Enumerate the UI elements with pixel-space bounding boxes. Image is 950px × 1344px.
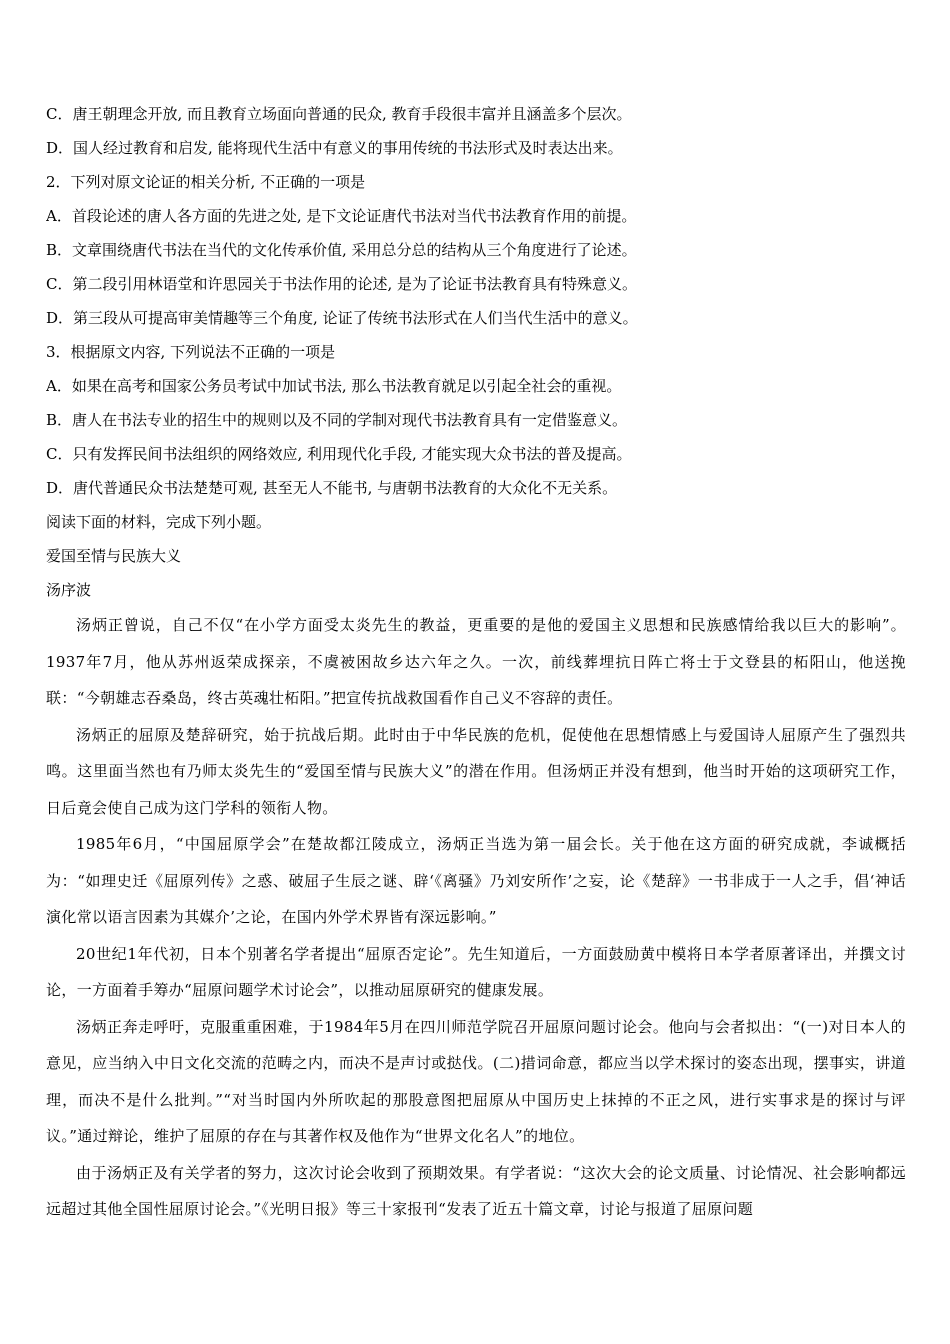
article-paragraph: 汤炳正曾说，自己不仅“在小学方面受太炎先生的教益，更重要的是他的爱国主义思想和民族感情给我以巨大的影响”。1937年7月，他从苏州返荣成探亲，不虞被困故乡达六年之久。一次，前线葬埋抗日阵亡将士于文登县的柘阳山，他送挽联：“今朝雄志吞桑岛，终古英魂壮柘阳。”把宣传抗战救国看作自己义不容辞的责任。	[46, 616, 906, 707]
article	[46, 539, 906, 1228]
article-title: 爱国至情与民族大义	[46, 547, 182, 565]
article-paragraph: 由于汤炳正及有关学者的努力，这次讨论会收到了预期效果。有学者说：“这次大会的论文质量、讨论情况、社会影响都远远超过其他全国性屈原讨论会。”《光明日报》等三十家报刊“发表了近五十篇文章，讨论与报道了屈原问题	[46, 1163, 906, 1218]
q2-option-c: C．第二段引用林语堂和许思园关于书法作用的论述, 是为了论证书法教育具有特殊意义。	[46, 275, 638, 293]
question-3-stem: 3．根据原文内容, 下列说法不正确的一项是	[46, 343, 336, 361]
document-page	[46, 97, 906, 1228]
questions-block	[46, 97, 906, 539]
q3-option-c: C．只有发挥民间书法组织的网络效应, 利用现代化手段, 才能实现大众书法的普及提高。	[46, 445, 632, 463]
article-paragraph: 20世纪1年代初，日本个别著名学者提出“屈原否定论”。先生知道后，一方面鼓励黄中模将日本学者原著译出，并撰文讨论，一方面着手筹办“屈原问题学术讨论会”，以推动屈原研究的健康发展。	[46, 944, 906, 999]
option-d-line: D．国人经过教育和启发, 能将现代生活中有意义的事用传统的书法形式及时表达出来。	[46, 139, 623, 157]
q2-option-b: B．文章围绕唐代书法在当代的文化传承价值, 采用总分总的结构从三个角度进行了论述。	[46, 241, 637, 259]
q3-option-b: B．唐人在书法专业的招生中的规则以及不同的学制对现代书法教育具有一定借鉴意义。	[46, 411, 628, 429]
q3-option-a: A．如果在高考和国家公务员考试中加试书法, 那么书法教育就足以引起全社会的重视。	[46, 377, 622, 395]
q2-option-d: D．第三段从可提高审美情趣等三个角度, 论证了传统书法形式在人们当代生活中的意义。	[46, 309, 638, 327]
reading-instruction: 阅读下面的材料，完成下列小题。	[46, 513, 272, 531]
article-paragraph: 1985年6月，“中国屈原学会”在楚故都江陵成立，汤炳正当选为第一届会长。关于他在这方面的研究成就，李诚概括为：“如理史迁《屈原列传》之惑、破屈子生辰之谜、辟‘《离骚》乃刘安所作’之妄，论《楚辞》一书非成于一人之手，倡‘神话演化常以语言因素为其媒介’之论，在国内外学术界皆有深远影响。”	[46, 835, 906, 926]
article-author: 汤序波	[46, 581, 92, 599]
article-paragraph: 汤炳正的屈原及楚辞研究，始于抗战后期。此时由于中华民族的危机，促使他在思想情感上与爱国诗人屈原产生了强烈共鸣。这里面当然也有乃师太炎先生的“爱国至情与民族大义”的潜在作用。但汤炳正并没有想到，他当时开始的这项研究工作，日后竟会使自己成为这门学科的领衔人物。	[46, 725, 906, 817]
q3-option-d: D．唐代普通民众书法楚楚可观, 甚至无人不能书, 与唐朝书法教育的大众化不无关系。	[46, 479, 618, 497]
option-c-line: C．唐王朝理念开放, 而且教育立场面向普通的民众, 教育手段很丰富并且涵盖多个层次。	[46, 105, 632, 123]
question-2-stem: 2．下列对原文论证的相关分析, 不正确的一项是	[46, 173, 366, 191]
article-paragraph: 汤炳正奔走呼吁，克服重重困难，于1984年5月在四川师范学院召开屈原问题讨论会。他向与会者拟出：“(一)对日本人的意见，应当纳入中日文化交流的范畴之内，而决不是声讨或挞伐。(二)措词命意，都应当以学术探讨的姿态出现，摆事实，讲道理，而决不是什么批判。”“对当时国内外所吹起的那股意图把屈原从中国历史上抹掉的不正之风，进行实事求是的探讨与评议。”通过辩论，维护了屈原的存在与其著作权及他作为“世界文化名人”的地位。	[46, 1017, 906, 1145]
q2-option-a: A．首段论述的唐人各方面的先进之处, 是下文论证唐代书法对当代书法教育作用的前提。	[46, 207, 637, 225]
